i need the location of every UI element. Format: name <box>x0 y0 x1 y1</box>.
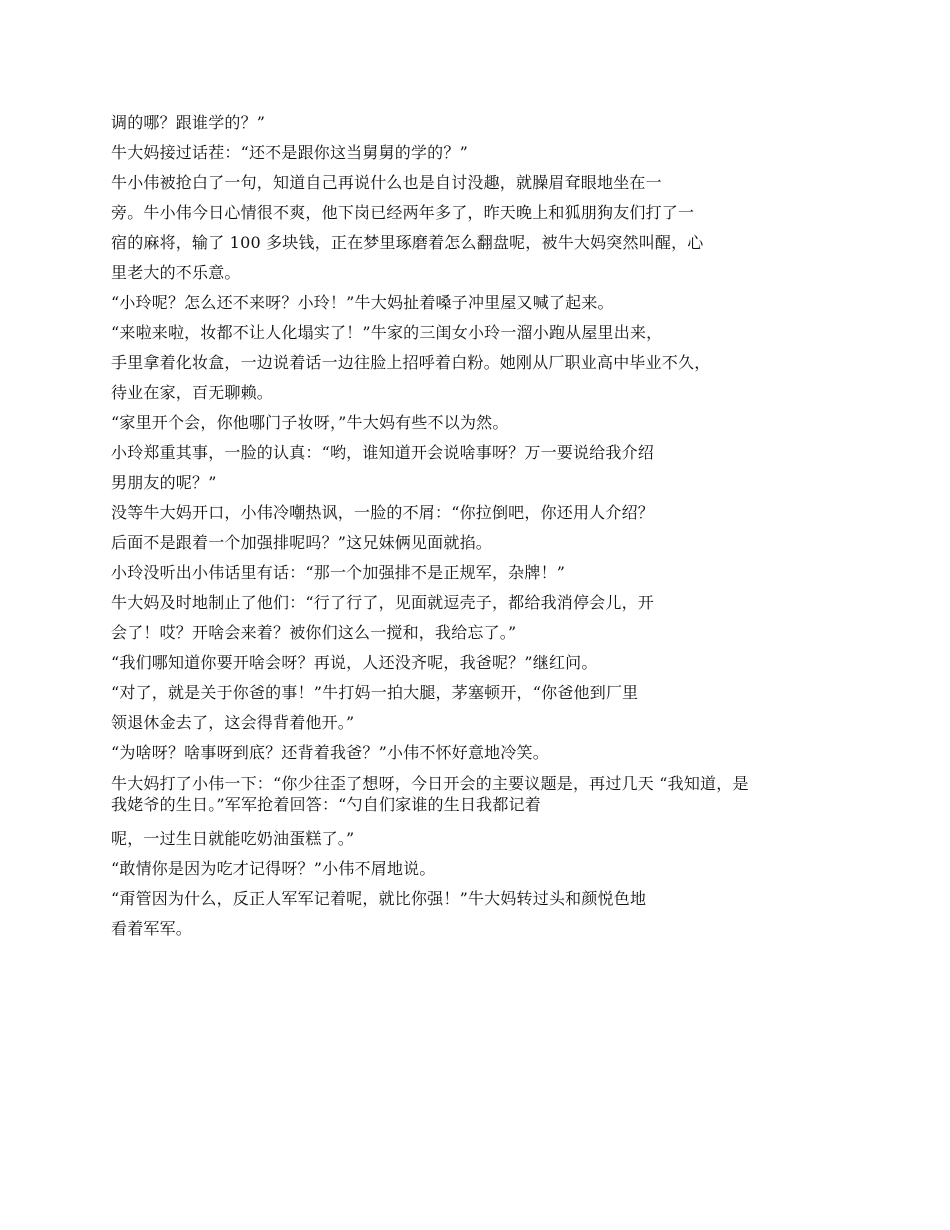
text-line: 会了！哎？开啥会来着？被你们这么一搅和，我给忘了。” <box>111 623 517 642</box>
text-line: “来啦来啦，妆都不让人化塌实了！”牛家的三闺女小玲一溜小跑从屋里出来， <box>111 323 663 342</box>
text-line: 调的哪？跟谁学的？” <box>111 113 266 132</box>
text-line: “对了，就是关于你爸的事！”牛打妈一拍大腿，茅塞顿开，“你爸他到厂里 <box>111 683 639 702</box>
text-line: 后面不是跟着一个加强排呢吗？”这兄妹俩见面就掐。 <box>111 533 492 552</box>
text-line: 小玲没听出小伟话里有话：“那一个加强排不是正规军，杂牌！” <box>111 563 566 582</box>
text-line: 旁。牛小伟今日心情很不爽，他下岗已经两年多了，昨天晚上和狐朋狗友们打了一 <box>111 203 695 222</box>
text-line: 宿的麻将，输了 100 多块钱，正在梦里琢磨着怎么翻盘呢，被牛大妈突然叫醒，心 <box>111 233 704 252</box>
text-line: 待业在家，百无聊赖。 <box>111 383 274 402</box>
text-line: 领退休金去了，这会得背着他开。” <box>111 713 355 732</box>
text-line: “甭管因为什么，反正人军军记着呢，就比你强！”牛大妈转过头和颜悦色地 <box>111 889 647 908</box>
text-line: 看着军军。 <box>111 919 193 938</box>
text-line: “为啥呀？啥事呀到底？还背着我爸？”小伟不怀好意地冷笑。 <box>111 743 549 762</box>
text-line: 牛小伟被抢白了一句，知道自己再说什么也是自讨没趣，就臊眉耷眼地坐在一 <box>111 173 662 192</box>
text-line: 里老大的不乐意。 <box>111 263 241 282</box>
text-line: “小玲呢？怎么还不来呀？小玲！”牛大妈扯着嗓子冲里屋又喊了起来。 <box>111 293 614 312</box>
text-line: 牛大妈打了小伟一下：“你少往歪了想呀，今日开会的主要议题是，再过几天 “我知道，是 <box>111 774 749 793</box>
text-line: “我们哪知道你要开啥会呀？再说，人还没齐呢，我爸呢？”继红问。 <box>111 653 598 672</box>
text-line: “敢情你是因为吃才记得呀？”小伟不屑地说。 <box>111 859 436 878</box>
text-line: 没等牛大妈开口，小伟冷嘲热讽，一脸的不屑：“你拉倒吧，你还用人介绍？ <box>111 503 654 522</box>
text-line: 呢，一过生日就能吃奶油蛋糕了。” <box>111 829 355 848</box>
text-line: 牛大妈及时地制止了他们：“行了行了，见面就逗壳子，都给我消停会儿，开 <box>111 593 654 612</box>
document-body <box>111 108 851 944</box>
text-line: 小玲郑重其事，一脸的认真：“哟，谁知道开会说啥事呀？万一要说给我介绍 <box>111 443 654 462</box>
text-line: 男朋友的呢？” <box>111 473 217 492</box>
text-line: 手里拿着化妆盒，一边说着话一边往脸上招呼着白粉。她刚从厂职业高中毕业不久， <box>111 353 711 372</box>
text-line: “家里开个会，你他哪门子妆呀，”牛大妈有些不以为然。 <box>111 413 509 432</box>
text-line: 牛大妈接过话茬：“还不是跟你这当舅舅的学的？” <box>111 143 468 162</box>
text-line: 我姥爷的生日。”军军抢着回答：“勺自们家谁的生日我都记着 <box>111 795 541 814</box>
